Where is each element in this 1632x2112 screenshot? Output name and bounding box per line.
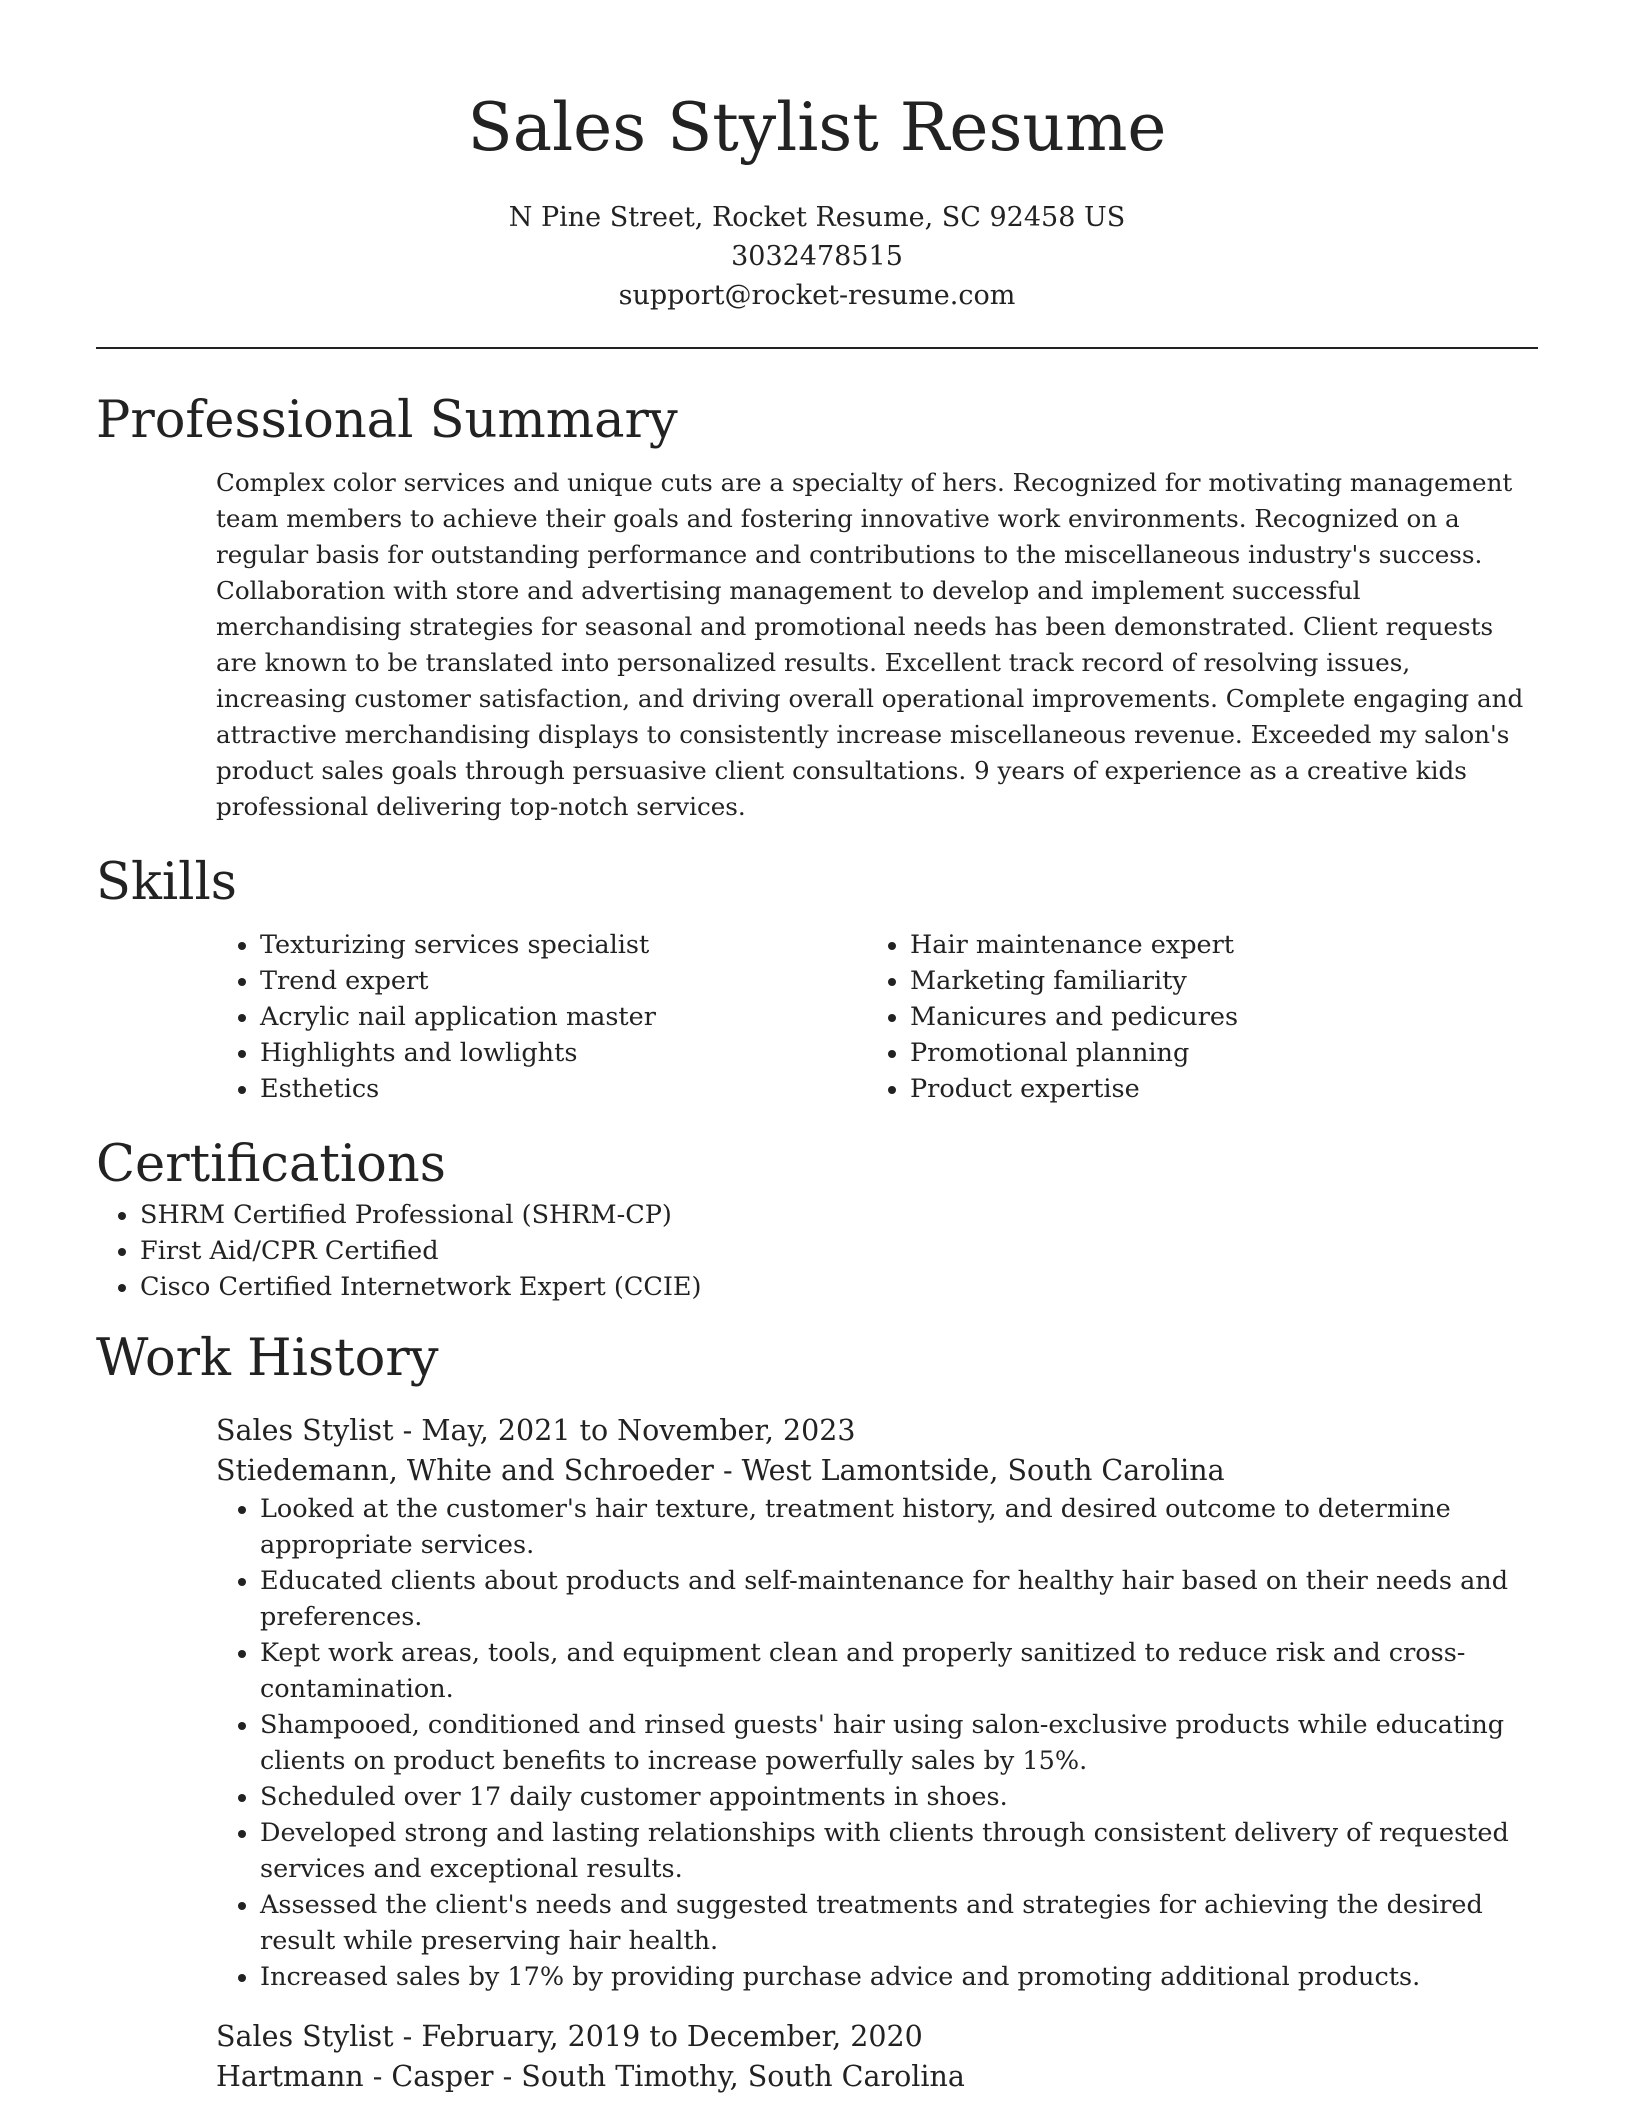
- duty-item: • Kept work areas, tools, and equipment clean and properly sanitized to reduce risk and cross-contamination.: [260, 1635, 1538, 1707]
- certifications-list: [96, 1197, 1538, 1305]
- duty-item: • Developed strong and lasting relationships with clients through consistent delivery of requested services and exceptional results.: [260, 1815, 1538, 1887]
- job-entry: [216, 2017, 1538, 2097]
- certifications-heading: Certifications: [96, 1135, 446, 1194]
- duty-item: • Looked at the customer's hair texture, treatment history, and desired outcome to determine appropriate services.: [260, 1491, 1538, 1563]
- contact-address: N Pine Street, Rocket Resume, SC 92458 US: [508, 202, 1126, 233]
- skill-item: • Trend expert: [260, 963, 866, 999]
- contact-phone: 3032478515: [731, 241, 903, 272]
- skill-item: • Manicures and pedicures: [910, 999, 1516, 1035]
- resume-page: [96, 0, 1538, 2097]
- skill-item: • Highlights and lowlights: [260, 1035, 866, 1071]
- job-company-line: Hartmann - Casper - South Timothy, South Carolina: [216, 2060, 965, 2093]
- skill-item: • Promotional planning: [910, 1035, 1516, 1071]
- work-history-heading: Work History: [96, 1329, 439, 1388]
- certification-item: • First Aid/CPR Certified: [140, 1233, 1538, 1269]
- skill-item: • Product expertise: [910, 1071, 1516, 1107]
- job-company-line: Stiedemann, White and Schroeder - West Lamontside, South Carolina: [216, 1454, 1225, 1487]
- duty-item: • Shampooed, conditioned and rinsed guests' hair using salon-exclusive products while educating clients on product benefits to increase powerfully sales by 15%.: [260, 1707, 1538, 1779]
- summary-heading: Professional Summary: [96, 391, 678, 450]
- resume-title: Sales Stylist Resume: [467, 89, 1167, 166]
- duty-item: • Scheduled over 17 daily customer appointments in shoes.: [260, 1779, 1538, 1815]
- job-entry: [216, 1411, 1538, 1995]
- skill-item: • Acrylic nail application master: [260, 999, 866, 1035]
- skills-list-right: [866, 927, 1516, 1107]
- contact-email: support@rocket-resume.com: [618, 280, 1016, 311]
- skills-heading: Skills: [96, 853, 237, 912]
- duty-item: • Increased sales by 17% by providing purchase advice and promoting additional products.: [260, 1959, 1538, 1995]
- summary-text: Complex color services and unique cuts are a specialty of hers. Recognized for motivating management team members to achieve their goals and fostering innovative work environments. Recognized on a regular basis for outstanding performance and contributions to the miscellaneous industry's success. Collaboration with store and advertising management to develop and implement successful merchandising strategies for seasonal and promotional needs has been demonstrated. Client requests are known to be translated into personalized results. Excellent track record of resolving issues, increasing customer satisfaction, and driving overall operational improvements. Complete engaging and attractive merchandising displays to consistently increase miscellaneous revenue. Exceeded my salon's product sales goals through persuasive client consultations. 9 years of experience as a creative kids professional delivering top-notch services.: [216, 468, 1524, 821]
- certification-item: • Cisco Certified Internetwork Expert (CCIE): [140, 1269, 1538, 1305]
- contact-block: [96, 198, 1538, 315]
- certification-item: • SHRM Certified Professional (SHRM-CP): [140, 1197, 1538, 1233]
- skill-item: • Esthetics: [260, 1071, 866, 1107]
- skills-list-left: [216, 927, 866, 1107]
- duty-item: • Educated clients about products and self-maintenance for healthy hair based on their needs and preferences.: [260, 1563, 1538, 1635]
- job-title-line: Sales Stylist - May, 2021 to November, 2023: [216, 1414, 856, 1447]
- header-divider: [96, 347, 1538, 349]
- duty-item: • Assessed the client's needs and suggested treatments and strategies for achieving the desired result while preserving hair health.: [260, 1887, 1538, 1959]
- skill-item: • Marketing familiarity: [910, 963, 1516, 999]
- skills-grid: [216, 927, 1538, 1107]
- job-duties-list: [216, 1491, 1538, 1995]
- skill-item: • Texturizing services specialist: [260, 927, 866, 963]
- skill-item: • Hair maintenance expert: [910, 927, 1516, 963]
- job-title-line: Sales Stylist - February, 2019 to December, 2020: [216, 2020, 923, 2053]
